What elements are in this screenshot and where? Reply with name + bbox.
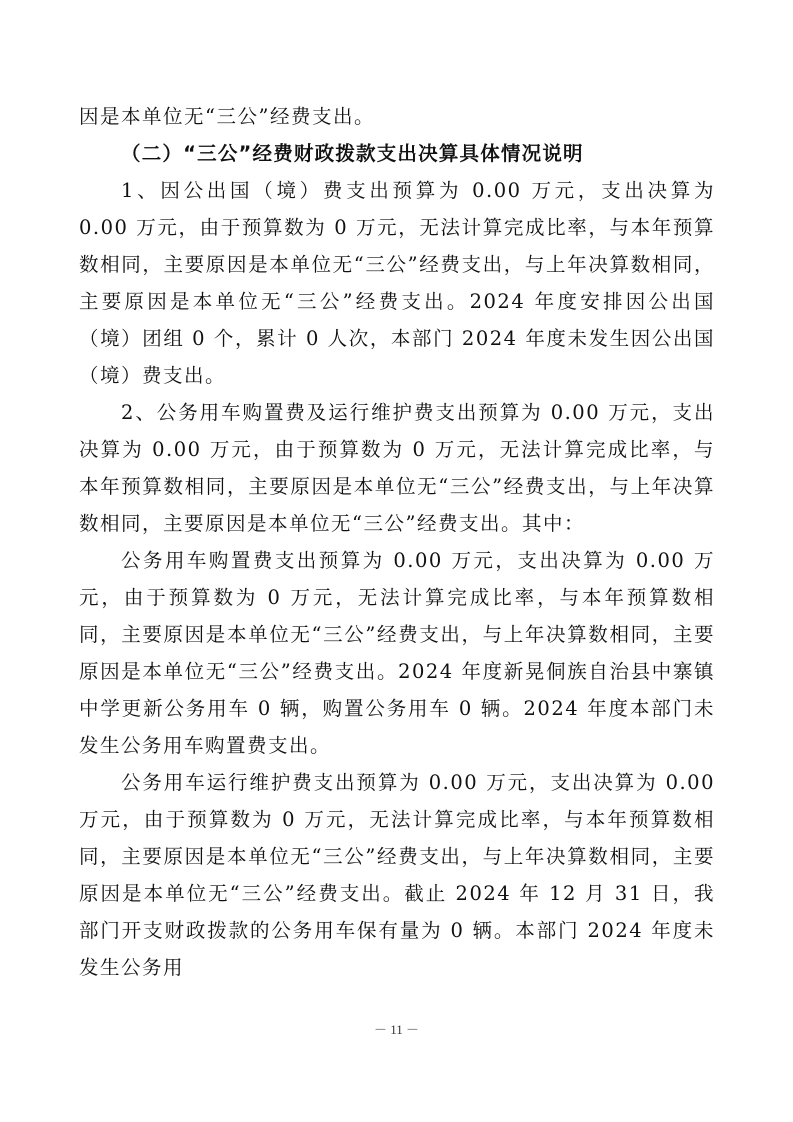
paragraph-vehicle-purchase: 公务用车购置费支出预算为 0.00 万元，支出决算为 0.00 万元，由于预算数为 0 万元，无法计算完成比率，与本年预算数相同，主要原因是本单位无“三公”经费支出，与上年决算数相同，主要原因是本单位无“三公”经费支出。2024 年度新晃侗族自治县中寨镇中学更新公务用车 0 辆，购置公务用车 0 辆。2024 年度本部门未发生公务用车购置费支出。	[79, 549, 715, 757]
document-page	[79, 98, 715, 986]
paragraph-vehicle-operation: 公务用车运行维护费支出预算为 0.00 万元，支出决算为 0.00 万元，由于预算数为 0 万元，无法计算完成比率，与本年预算数相同，主要原因是本单位无“三公”经费支出，与上年决算数相同，主要原因是本单位无“三公”经费支出。截止 2024 年 12 月 31 日，我部门开支财政拨款的公务用车保有量为 0 辆。本部门 2024 年度未发生公务用	[79, 771, 715, 979]
paragraph-overseas-travel: 1、因公出国（境）费支出预算为 0.00 万元，支出决算为 0.00 万元，由于预算数为 0 万元，无法计算完成比率，与本年预算数相同，主要原因是本单位无“三公”经费支出，与上年决算数相同，主要原因是本单位无“三公”经费支出。2024 年度安排因公出国（境）团组 0 个，累计 0 人次，本部门 2024 年度未发生因公出国（境）费支出。	[79, 179, 715, 387]
page-number: － 11 －	[373, 1022, 420, 1037]
paragraph-vehicle-total: 2、公务用车购置费及运行维护费支出预算为 0.00 万元，支出决算为 0.00 万元，由于预算数为 0 万元，无法计算完成比率，与本年预算数相同，主要原因是本单位无“三公”经费支出，与上年决算数相同，主要原因是本单位无“三公”经费支出。其中：	[79, 401, 715, 535]
paragraph-continuation: 因是本单位无“三公”经费支出。	[79, 105, 375, 128]
section-heading: （二）“三公”经费财政拨款支出决算具体情况说明	[121, 142, 584, 165]
